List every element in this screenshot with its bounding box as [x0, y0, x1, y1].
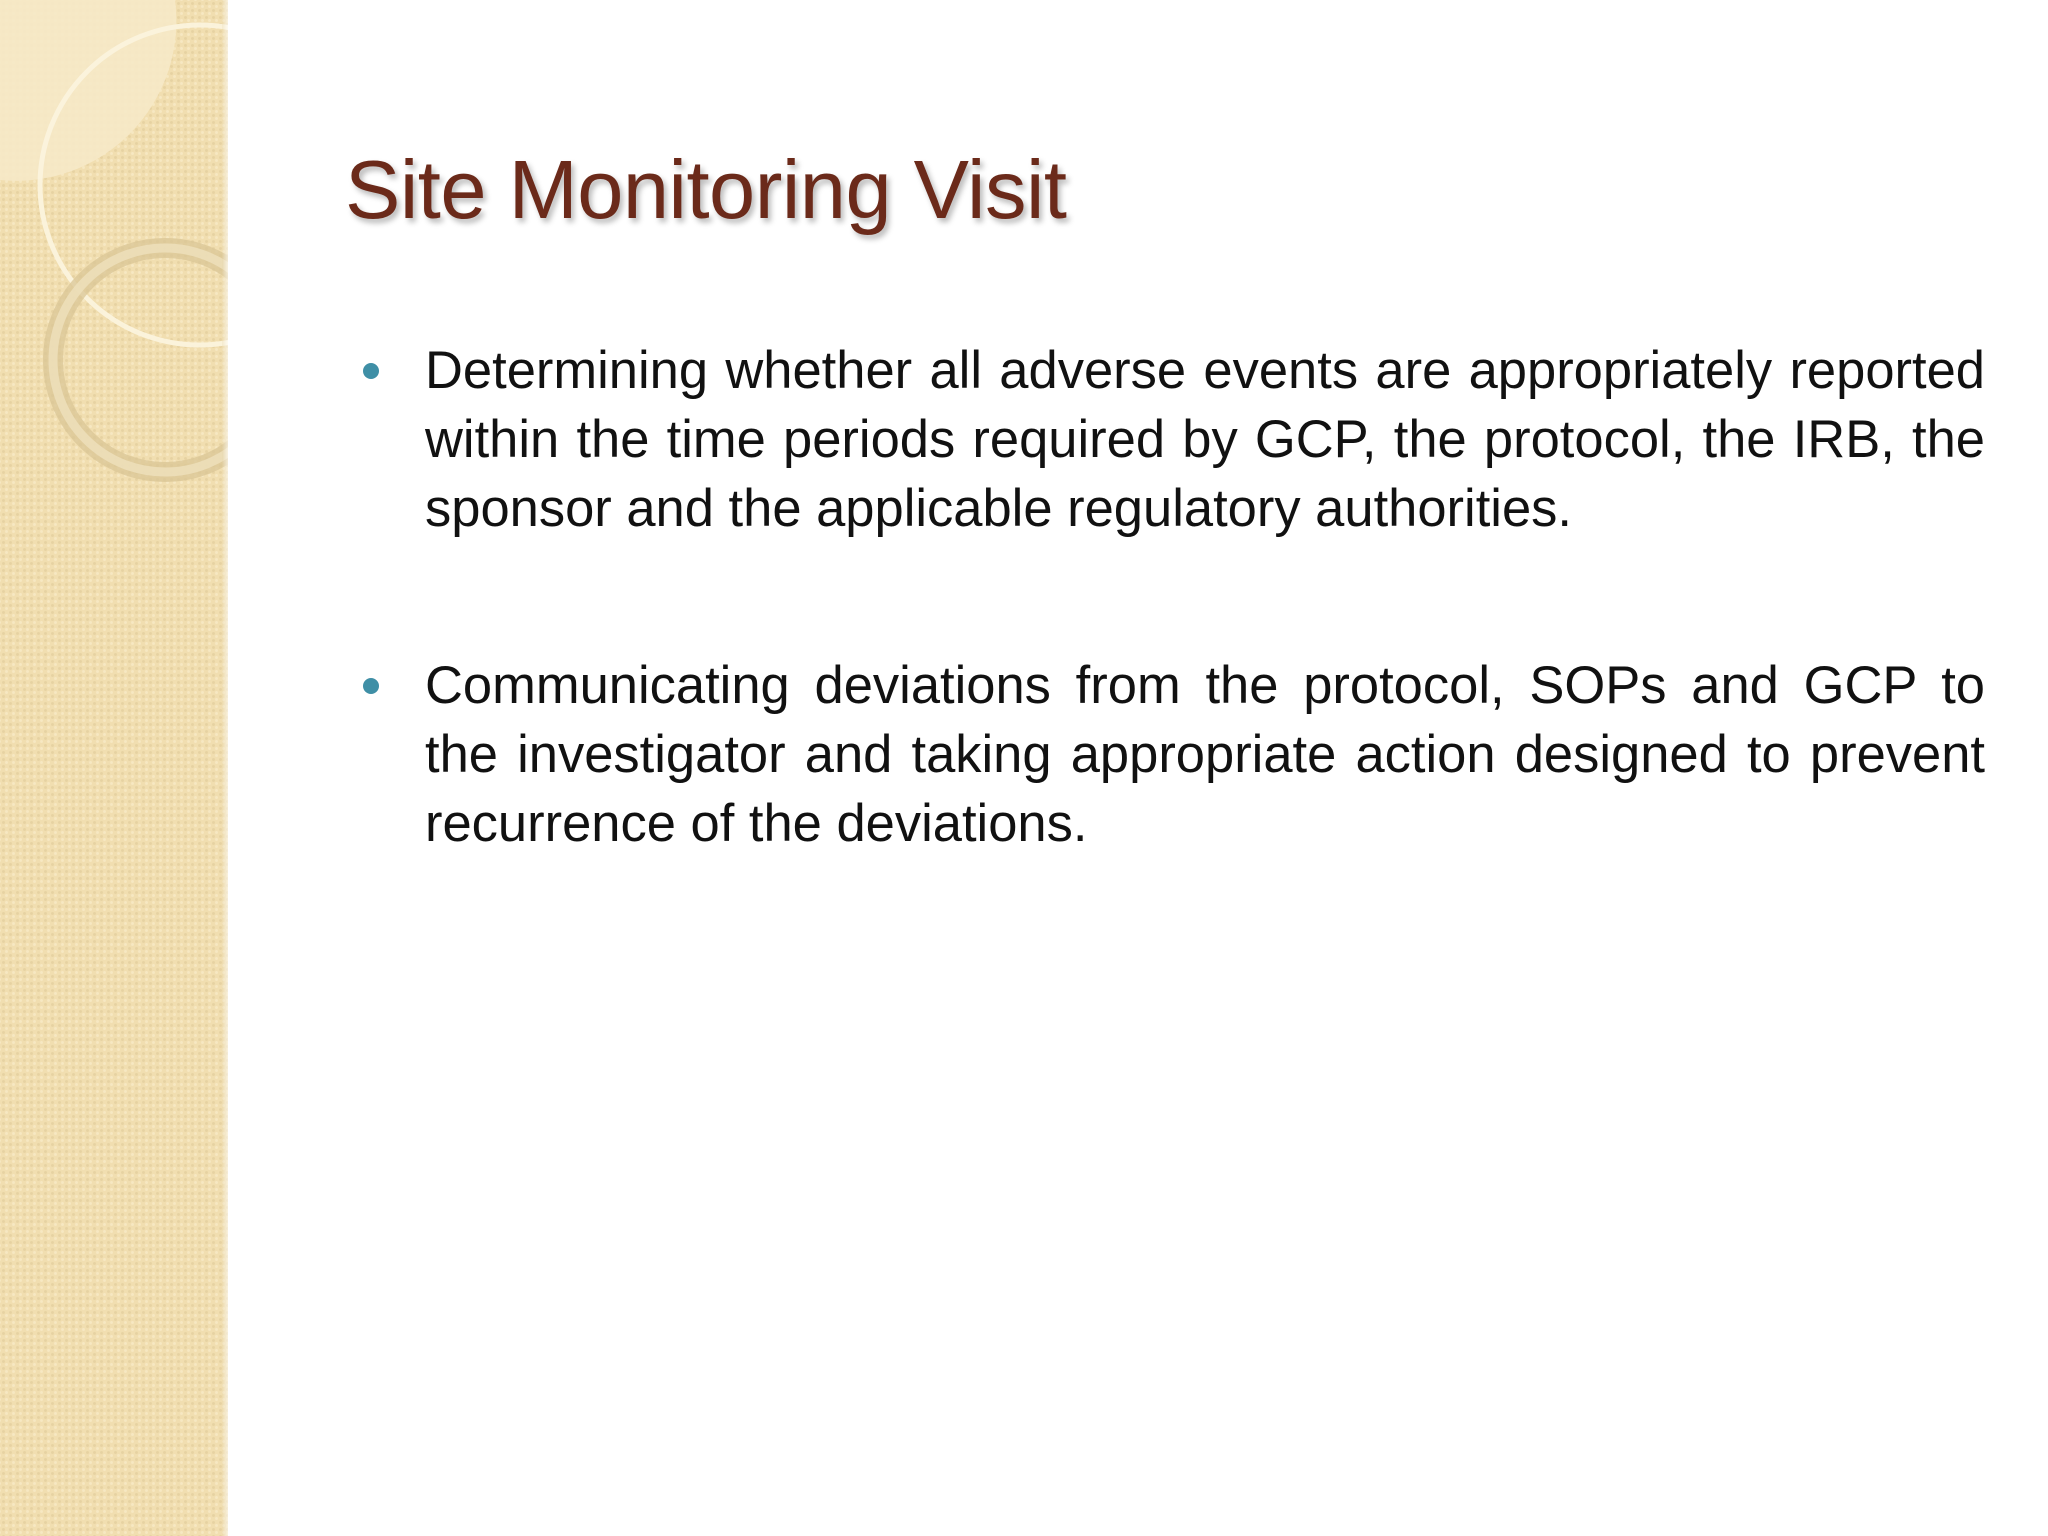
bullet-item	[345, 336, 1985, 543]
decorative-circles	[0, 0, 228, 520]
bullet-dot-icon	[363, 363, 379, 379]
bullet-dot-icon	[363, 678, 379, 694]
bullet-text: Determining whether all adverse events are appropriately reported within the time periods required by GCP, the protocol, the IRB, the sponsor and the applicable regulatory authorities.	[425, 341, 1985, 538]
decorative-side-panel	[0, 0, 228, 1536]
bullet-text: Communicating deviations from the protocol, SOPs and GCP to the investigator and taking appropriate action designed to prevent recurrence of the deviations.	[425, 656, 1985, 853]
bullet-list	[345, 336, 1985, 858]
slide-title: Site Monitoring Visit	[345, 143, 1067, 236]
bullet-item	[345, 651, 1985, 858]
